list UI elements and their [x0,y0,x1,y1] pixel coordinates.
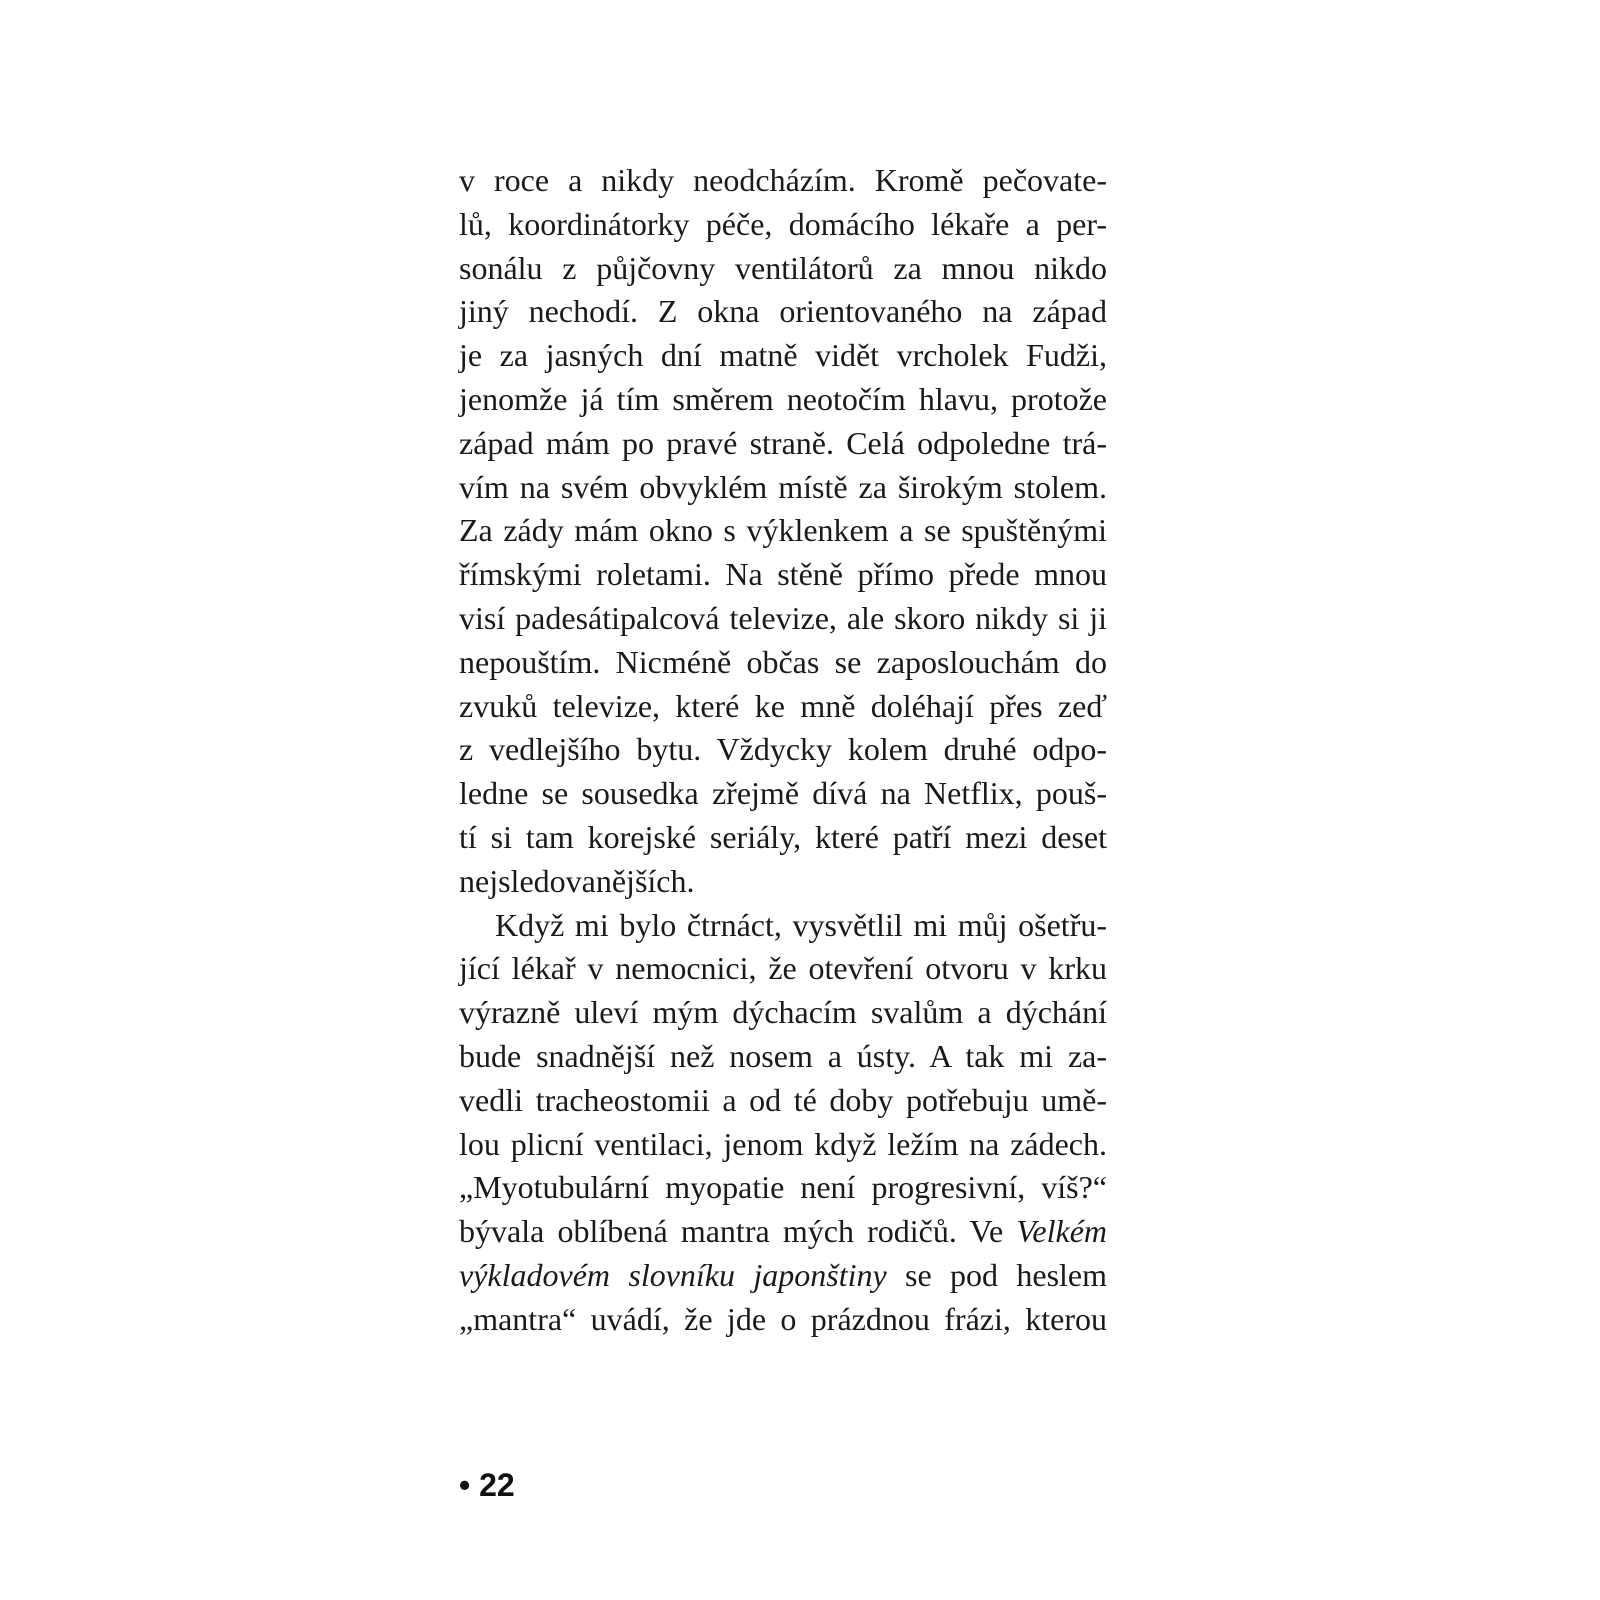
body-text [459,159,1107,1342]
text-line: sonálu z půjčovny ventilátorů za mnou nikdo [459,249,1107,286]
text-line: lů, koordinátorky péče, domácího lékaře a per- [459,205,1107,242]
text-line: zvuků televize, které ke mně doléhají přes zeď [459,687,1107,724]
text-line: bude snadnější než nosem a ústy. A tak mi za- [459,1037,1107,1074]
text-line: „mantra“ uvádí, že jde o prázdnou frázi, kterou [459,1300,1107,1337]
text-line: nepouštím. Nicméně občas se zaposlouchám do [459,643,1107,680]
text-run: bývala oblíbená mantra mých rodičů. Ve [459,1213,1017,1250]
page-number: • 22 [459,1467,515,1503]
text-line: vedli tracheostomii a od té doby potřebuju umě- [459,1081,1107,1118]
text-line: římskými roletami. Na stěně přímo přede mnou [459,556,1107,593]
text-line: nejsledovanějších. [459,862,695,899]
text-line: z vedlejšího bytu. Vždycky kolem druhé odpo- [459,731,1107,768]
paragraph-2 [459,904,1107,1342]
text-line: jící lékař v nemocnici, že otevření otvoru v krku [459,950,1107,987]
text-line: ledne se sousedka zřejmě dívá na Netflix, pouš- [459,775,1107,812]
italic-book-title: výkladovém slovníku japonštiny [459,1256,887,1293]
text-line: lou plicní ventilaci, jenom když ležím na zádech. [459,1125,1107,1162]
italic-book-title: Velkém [1016,1213,1107,1250]
text-run: se pod heslem [886,1256,1107,1293]
text-line-mixed [459,1210,1107,1254]
text-line: vím na svém obvyklém místě za širokým stolem. [459,468,1107,505]
text-line: je za jasných dní matně vidět vrcholek Fudži, [459,337,1107,374]
text-line: visí padesátipalcová televize, ale skoro nikdy si ji [459,599,1107,636]
text-line-mixed [459,1254,1107,1298]
text-line: tí si tam korejské seriály, které patří mezi deset [459,818,1107,855]
paragraph-1 [459,159,1107,904]
text-line: v roce a nikdy neodcházím. Kromě pečovate- [459,162,1107,198]
text-line: Když mi bylo čtrnáct, vysvětlil mi můj ošetřu- [495,906,1107,943]
text-line: „Myotubulární myopatie není progresivní, víš?“ [459,1169,1107,1206]
text-line: Za zády mám okno s výklenkem a se spuštěnými [459,512,1107,549]
text-line: západ mám po pravé straně. Celá odpoledne trá- [459,424,1107,461]
text-line: jiný nechodí. Z okna orientovaného na západ [459,293,1107,330]
text-line: jenomže já tím směrem neotočím hlavu, protože [459,380,1107,417]
text-line: výrazně uleví mým dýchacím svalům a dýchání [459,994,1107,1031]
